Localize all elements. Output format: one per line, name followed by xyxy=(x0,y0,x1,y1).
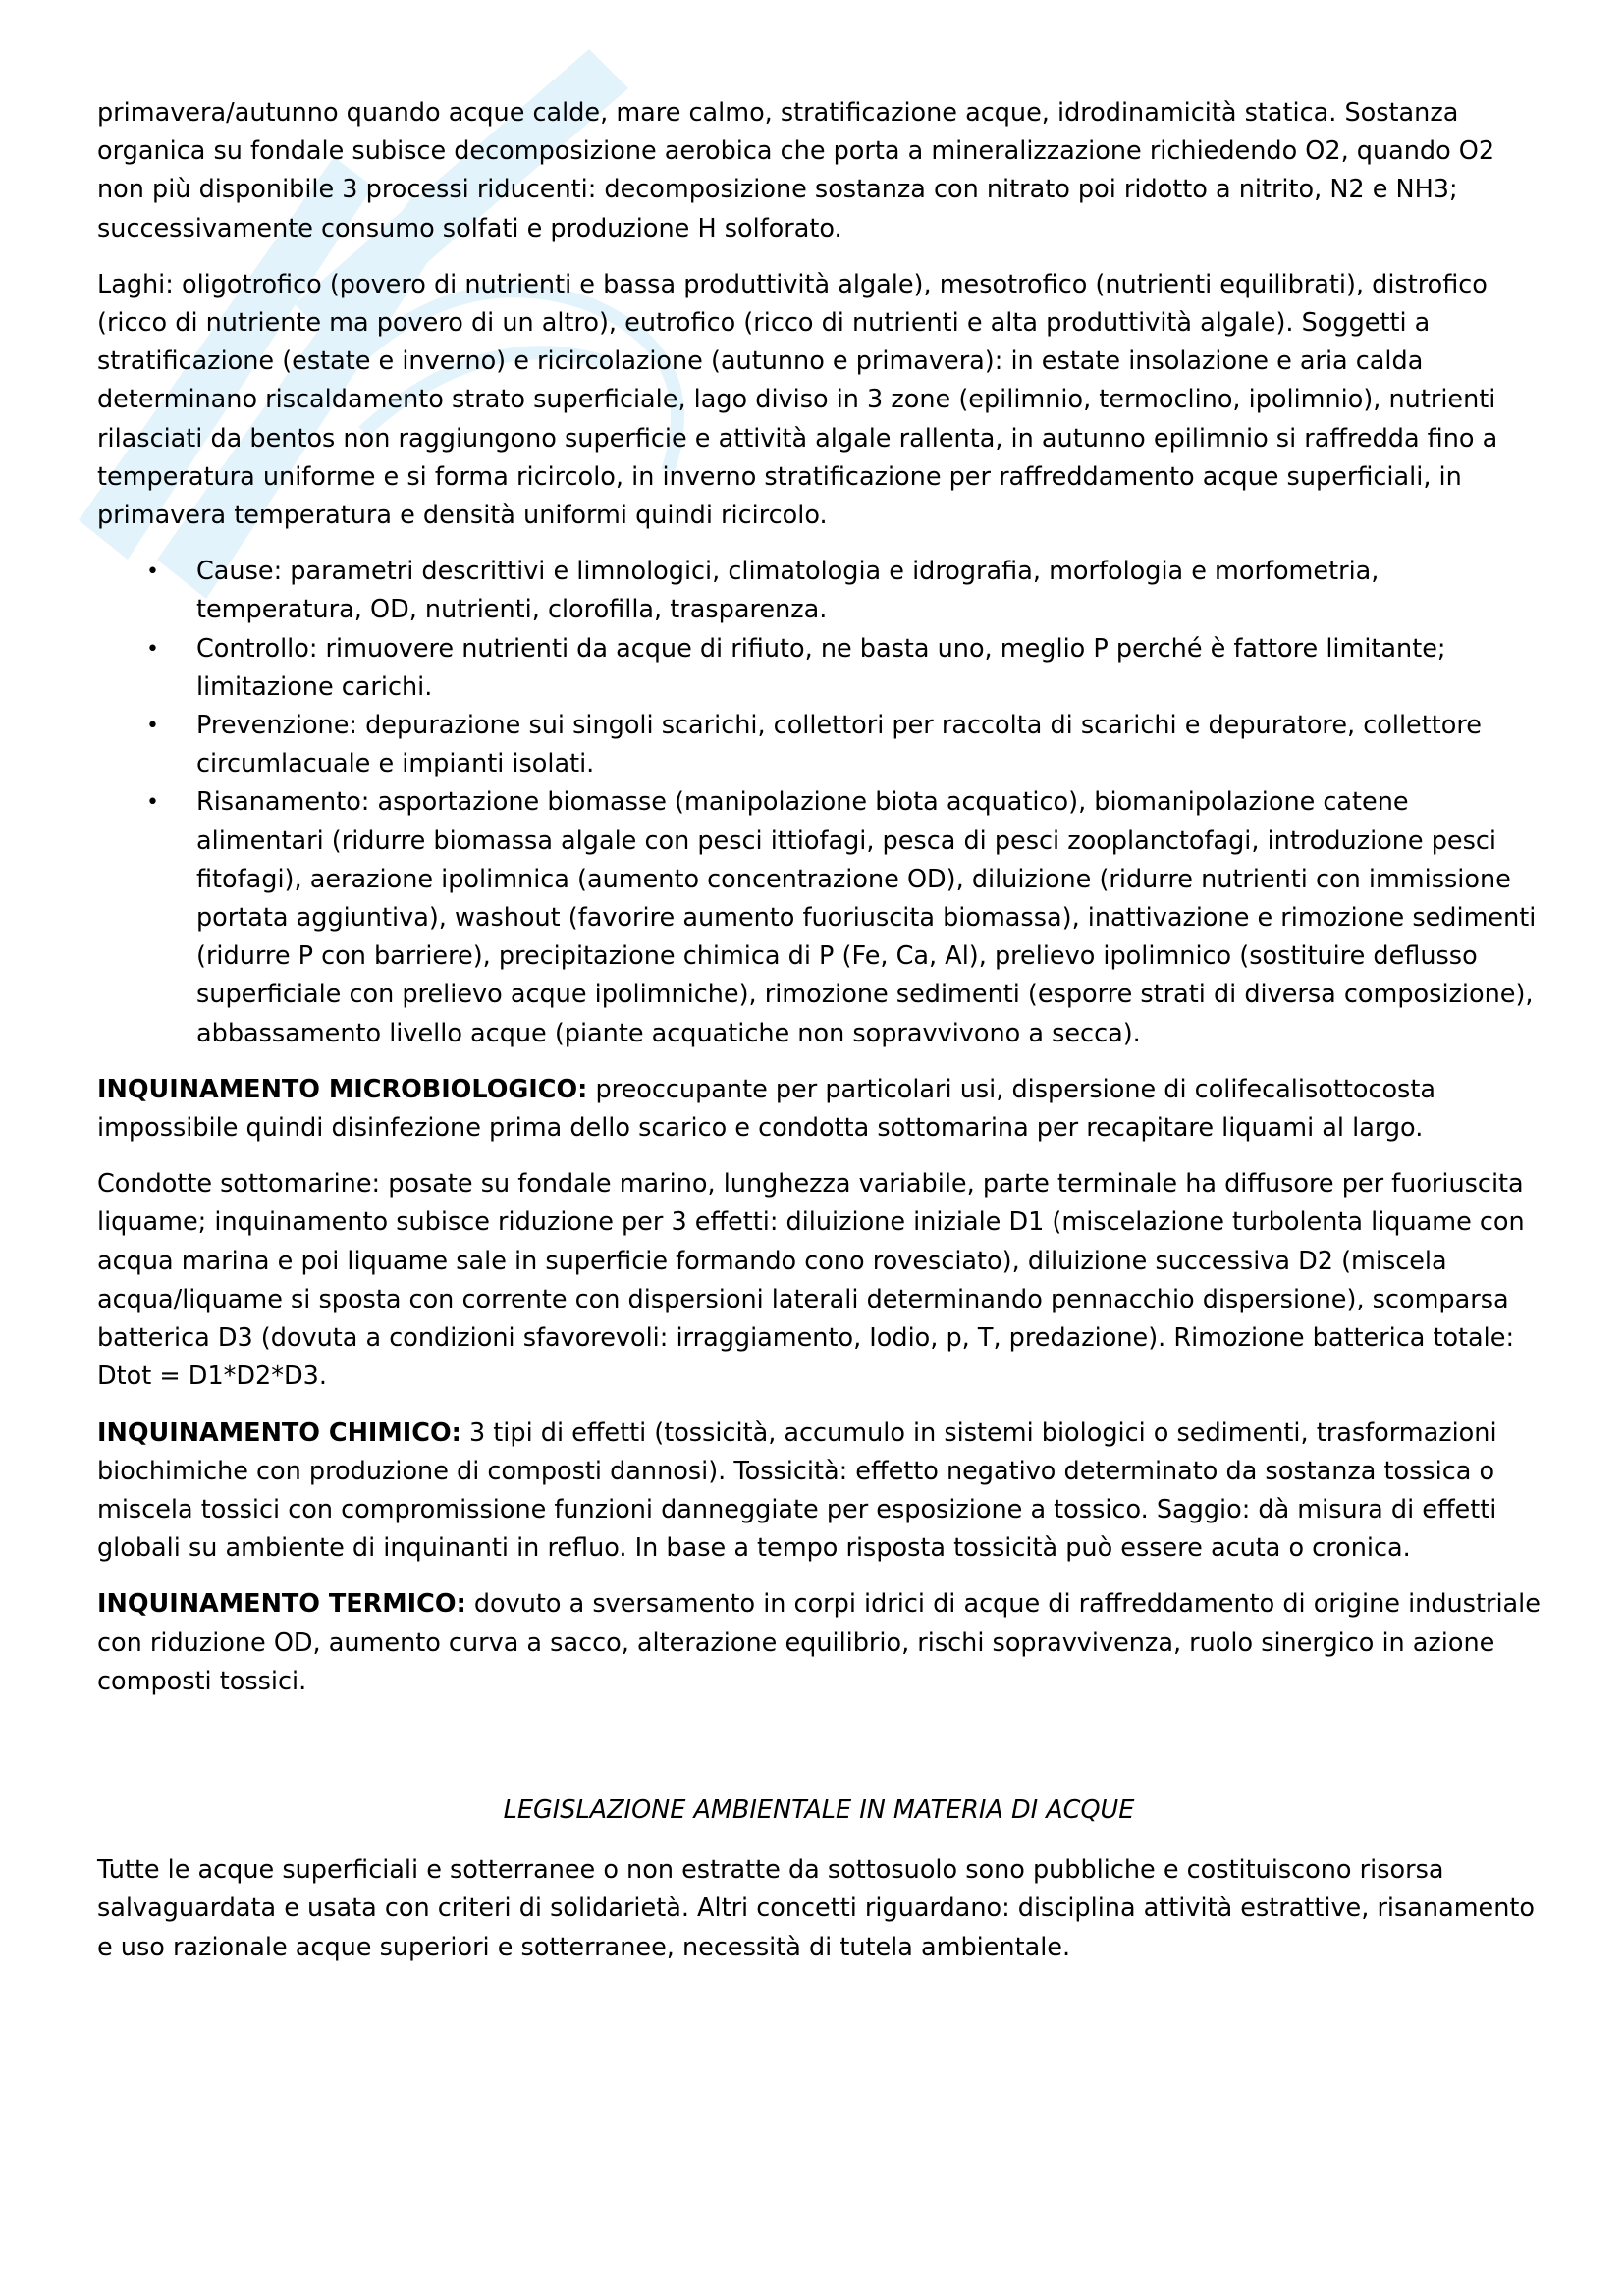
list-item-text: Cause: parametri descrittivi e limnologici, climatologia e idrografia, morfologia e morfometria, temperatura, OD, nutrienti, clorofilla, trasparenza. xyxy=(196,557,1380,625)
document-page xyxy=(97,94,1541,1985)
list-item-text: Risanamento: asportazione biomasse (manipolazione biota acquatico), biomanipolazione catene alimentari (ridurre biomassa algale con pesci ittiofagi, pesca di pesci zooplanctofagi, introduzione pesci fitofagi), aerazione ipolimnica (aumento concentrazione OD), diluizione (ridurre nutrienti con immissione portata aggiuntiva), washout (favorire aumento fuoriuscita biomassa), inattivazione e rimozione sedimenti (ridurre P con barriere), precipitazione chimica di P (Fe, Ca, Al), prelievo ipolimnico (sostituire deflusso superficiale con prelievo acque ipolimniche), rimozione sedimenti (esporre strati di diversa composizione), abbassamento livello acque (piante acquatiche non sopravvivono a secca). xyxy=(196,787,1537,1048)
bullet-list xyxy=(97,553,1541,1053)
bullet-icon: • xyxy=(146,560,159,585)
paragraph-laghi: Laghi: oligotrofico (povero di nutrienti e bassa produttività algale), mesotrofico (nutrienti equilibrati), distrofico (ricco di nutriente ma povero di un altro), eutrofico (ricco di nutrienti e alta produttività algale). Soggetti a stratificazione (estate e inverno) e ricircolazione (autunno e primavera): in estate insolazione e aria calda determinano riscaldamento strato superficiale, lago diviso in 3 zone (epilimnio, termoclino, ipolimnio), nutrienti rilasciati da bentos non raggiungono superficie e attività algale rallenta, in autunno epilimnio si raffredda fino a temperatura uniforme e si forma ricircolo, in inverno stratificazione per raffreddamento acque superficiali, in primavera temperatura e densità uniformi quindi ricircolo. xyxy=(97,269,1498,531)
paragraph-text: dovuto a sversamento in corpi idrici di acque di raffreddamento di origine industriale con riduzione OD, aumento curva a sacco, alterazione equilibrio, rischi sopravvivenza, ruolo sinergico in azione composti tossici. xyxy=(97,1589,1541,1696)
list-item xyxy=(97,553,1541,629)
bullet-icon: • xyxy=(146,636,159,662)
heading-inquinamento-chimico: INQUINAMENTO CHIMICO: xyxy=(97,1417,461,1448)
list-item-text: Prevenzione: depurazione sui singoli scarichi, collettori per raccolta di scarichi e depuratore, collettore circumlacuale e impianti isolati. xyxy=(196,711,1482,779)
list-item xyxy=(97,630,1541,707)
section-title-legislazione: LEGISLAZIONE AMBIENTALE IN MATERIA DI ACQUE xyxy=(503,1794,1135,1825)
heading-inquinamento-termico: INQUINAMENTO TERMICO: xyxy=(97,1589,466,1620)
paragraph-eutrophication-intro: primavera/autunno quando acque calde, mare calmo, stratificazione acque, idrodinamicità statica. Sostanza organica su fondale subisce decomposizione aerobica che porta a mineralizzazione richiedendo O2, quando O2 non più disponibile 3 processi riducenti: decomposizione sostanza con nitrato poi ridotto a nitrito, N2 e NH3; successivamente consumo solfati e produzione H solforato. xyxy=(97,98,1495,243)
paragraph-inquinamento-termico xyxy=(97,1585,1541,1701)
paragraph-text: 3 tipi di effetti (tossicità, accumulo in sistemi biologici o sedimenti, trasformazioni biochimiche con produzione di composti dannosi). Tossicità: effetto negativo determinato da sostanza tossica o miscela tossici con compromissione funzioni danneggiate per esposizione a tossico. Saggio: dà misura di effetti globali su ambiente di inquinanti in refluo. In base a tempo risposta tossicità può essere acuta o cronica. xyxy=(97,1417,1497,1564)
paragraph-condotte-sottomarine: Condotte sottomarine: posate su fondale marino, lunghezza variabile, parte terminale ha diffusore per fuoriuscita liquame; inquinamento subisce riduzione per 3 effetti: diluizione iniziale D1 (miscelazione turbolenta liquame con acqua marina e poi liquame sale in superficie formando cono rovesciato), diluizione successiva D2 (miscela acqua/liquame si sposta con corrente con dispersioni laterali determinando pennacchio dispersione), scomparsa batterica D3 (dovuta a condizioni sfavorevoli: irraggiamento, Iodio, p, T, predazione). Rimozione batterica totale: Dtot = D1*D2*D3. xyxy=(97,1169,1525,1392)
paragraph-inquinamento-microbiologico xyxy=(97,1071,1541,1148)
paragraph-text: preoccupante per particolari usi, dispersione di colifecalisottocosta impossibile quindi disinfezione prima dello scarico e condotta sottomarina per recapitare liquami al largo. xyxy=(97,1074,1435,1144)
bullet-icon: • xyxy=(146,790,159,816)
list-item xyxy=(97,783,1541,1052)
heading-inquinamento-microbiologico: INQUINAMENTO MICROBIOLOGICO: xyxy=(97,1074,588,1104)
bullet-icon: • xyxy=(146,714,159,739)
list-item-text: Controllo: rimuovere nutrienti da acque di rifiuto, ne basta uno, meglio P perché è fattore limitante; limitazione carichi. xyxy=(196,633,1446,702)
list-item xyxy=(97,707,1541,783)
paragraph-legislazione: Tutte le acque superficiali e sotterranee o non estratte da sottosuolo sono pubbliche e costituiscono risorsa salvaguardata e usata con criteri di solidarietà. Altri concetti riguardano: disciplina attività estrattive, risanamento e uso razionale acque superiori e sotterranee, necessità di tutela ambientale. xyxy=(97,1855,1536,1962)
paragraph-inquinamento-chimico xyxy=(97,1415,1541,1569)
